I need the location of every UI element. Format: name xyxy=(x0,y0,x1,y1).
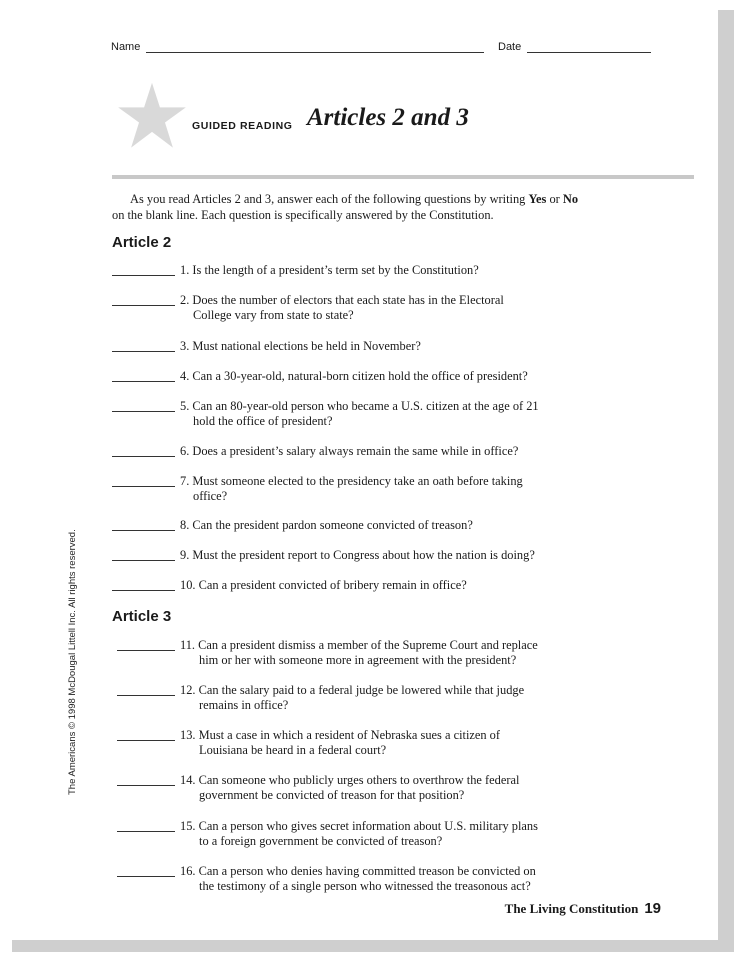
header-divider xyxy=(112,175,694,179)
answer-blank[interactable] xyxy=(117,695,175,696)
question-item xyxy=(180,819,538,849)
question-number: 12. xyxy=(180,683,196,697)
question-line-1: Can a person who gives secret information about U.S. military plans xyxy=(198,819,538,833)
question-line-2: Louisiana be heard in a federal court? xyxy=(199,743,387,757)
page-title: Articles 2 and 3 xyxy=(307,104,469,131)
footer-book-title: The Living Constitution xyxy=(504,901,639,916)
question-item xyxy=(180,638,538,668)
question-item xyxy=(180,548,535,563)
question-number: 11. xyxy=(180,638,196,652)
answer-blank[interactable] xyxy=(112,411,175,412)
question-item xyxy=(180,369,528,384)
question-line-2: government be convicted of treason for that position? xyxy=(199,788,465,802)
question-line-1: Is the length of a president’s term set by the Constitution? xyxy=(192,263,479,277)
series-label: GUIDED READING xyxy=(192,120,293,132)
question-line-2: office? xyxy=(193,489,228,503)
question-text xyxy=(180,518,473,532)
question-item xyxy=(180,399,539,429)
answer-blank[interactable] xyxy=(117,785,175,786)
answer-blank[interactable] xyxy=(117,831,175,832)
answer-blank[interactable] xyxy=(117,876,175,877)
question-text xyxy=(180,683,524,697)
question-item xyxy=(180,263,479,278)
question-number: 10. xyxy=(180,578,196,592)
question-line-1: Must someone elected to the presidency take an oath before taking xyxy=(192,474,523,488)
question-text xyxy=(180,773,519,787)
instructions-no: No xyxy=(562,192,579,206)
question-item xyxy=(180,683,524,713)
question-text xyxy=(180,548,535,562)
question-text xyxy=(180,399,539,413)
question-item xyxy=(180,444,518,459)
question-number: 9. xyxy=(180,548,190,562)
question-line-1: Must the president report to Congress about how the nation is doing? xyxy=(192,548,535,562)
question-number: 16. xyxy=(180,864,196,878)
question-line-1: Does a president’s salary always remain the same while in office? xyxy=(192,444,519,458)
question-line-2: him or her with someone more in agreement with the president? xyxy=(199,653,517,667)
answer-blank[interactable] xyxy=(112,381,175,382)
question-text xyxy=(180,474,523,488)
question-number: 7. xyxy=(180,474,190,488)
page-footer xyxy=(505,900,661,917)
question-line-1: Must national elections be held in November? xyxy=(192,339,421,353)
copyright-notice: The Americans © 1998 McDougal Littell Inc. All rights reserved. xyxy=(67,529,78,795)
section-heading-article-2: Article 2 xyxy=(112,234,172,251)
answer-blank[interactable] xyxy=(112,305,175,306)
question-line-1: Can a president convicted of bribery remain in office? xyxy=(198,578,467,592)
instructions-part2: or xyxy=(546,192,563,206)
question-line-1: Can someone who publicly urges others to overthrow the federal xyxy=(198,773,520,787)
question-number: 1. xyxy=(180,263,190,277)
question-line-1: Can a president dismiss a member of the Supreme Court and replace xyxy=(198,638,538,652)
answer-blank[interactable] xyxy=(112,530,175,531)
question-line-2: remains in office? xyxy=(199,698,289,712)
question-item xyxy=(180,773,519,803)
page-shadow-right xyxy=(718,10,734,952)
instructions-yes: Yes xyxy=(528,192,547,206)
question-text xyxy=(180,819,538,833)
question-line-2: hold the office of president? xyxy=(193,414,333,428)
question-text xyxy=(180,339,421,353)
question-line-1: Does the number of electors that each state has in the Electoral xyxy=(192,293,504,307)
instructions xyxy=(112,191,582,223)
question-number: 15. xyxy=(180,819,196,833)
question-line-1: Can the salary paid to a federal judge be lowered while that judge xyxy=(198,683,525,697)
answer-blank[interactable] xyxy=(112,275,175,276)
page-shadow-bottom xyxy=(12,940,734,952)
question-number: 4. xyxy=(180,369,190,383)
question-text xyxy=(180,369,528,383)
question-number: 3. xyxy=(180,339,190,353)
question-item xyxy=(180,728,500,758)
question-number: 13. xyxy=(180,728,196,742)
instructions-part3: on the blank line. Each question is specifically answered by the Constitution. xyxy=(112,208,494,222)
name-field[interactable] xyxy=(146,52,484,53)
question-item xyxy=(180,518,473,533)
answer-blank[interactable] xyxy=(112,560,175,561)
instructions-part1: As you read Articles 2 and 3, answer each of the following questions by writing xyxy=(130,192,529,206)
question-item xyxy=(180,293,504,323)
question-line-2: College vary from state to state? xyxy=(193,308,354,322)
answer-blank[interactable] xyxy=(112,486,175,487)
question-number: 2. xyxy=(180,293,190,307)
question-line-1: Can the president pardon someone convicted of treason? xyxy=(192,518,473,532)
answer-blank[interactable] xyxy=(112,590,175,591)
question-line-1: Must a case in which a resident of Nebraska sues a citizen of xyxy=(198,728,501,742)
question-line-2: to a foreign government be convicted of treason? xyxy=(199,834,443,848)
question-number: 14. xyxy=(180,773,196,787)
answer-blank[interactable] xyxy=(117,650,175,651)
question-text xyxy=(180,638,538,652)
question-text xyxy=(180,864,536,878)
section-heading-article-3: Article 3 xyxy=(112,608,172,625)
question-item xyxy=(180,474,523,504)
question-number: 6. xyxy=(180,444,190,458)
name-label: Name xyxy=(111,41,141,53)
question-line-2: the testimony of a single person who witnessed the treasonous act? xyxy=(199,879,531,893)
question-line-1: Can a 30-year-old, natural-born citizen hold the office of president? xyxy=(192,369,528,383)
star-icon xyxy=(116,80,188,152)
answer-blank[interactable] xyxy=(112,351,175,352)
question-line-1: Can a person who denies having committed treason be convicted on xyxy=(198,864,536,878)
question-text xyxy=(180,728,500,742)
question-number: 5. xyxy=(180,399,190,413)
question-text xyxy=(180,293,504,307)
question-text xyxy=(180,263,479,277)
answer-blank[interactable] xyxy=(117,740,175,741)
question-line-1: Can an 80-year-old person who became a U.S. citizen at the age of 21 xyxy=(192,399,539,413)
page-number: 19 xyxy=(644,900,661,917)
date-label: Date xyxy=(498,41,522,53)
question-number: 8. xyxy=(180,518,190,532)
answer-blank[interactable] xyxy=(112,456,175,457)
question-item xyxy=(180,578,467,593)
question-item xyxy=(180,339,421,354)
date-field[interactable] xyxy=(527,52,651,53)
question-text xyxy=(180,444,518,458)
question-item xyxy=(180,864,536,894)
question-text xyxy=(180,578,467,592)
